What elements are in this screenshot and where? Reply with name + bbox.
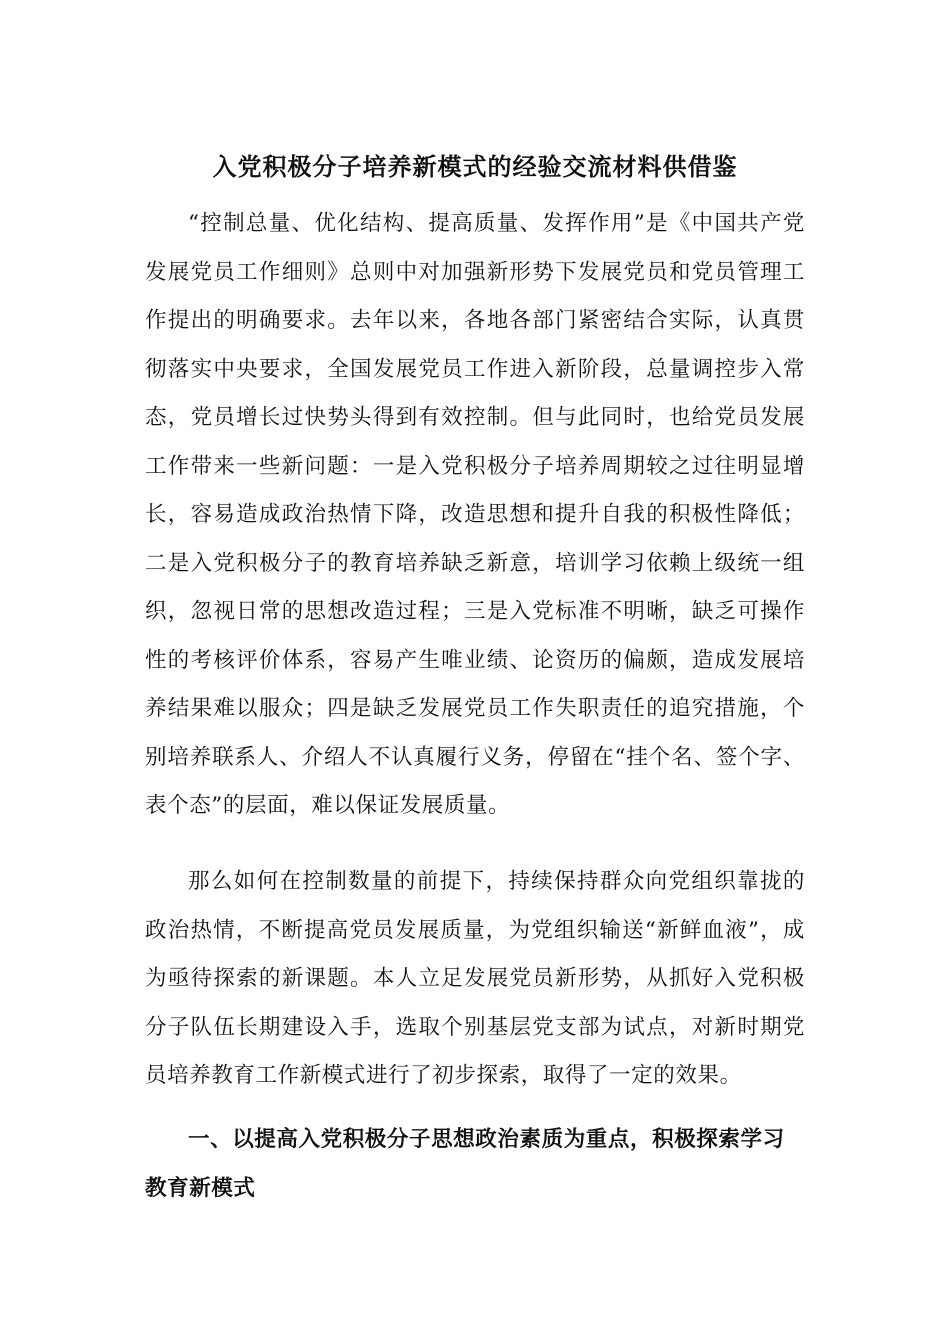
document-title: 入党积极分子培养新模式的经验交流材料供借鉴 [212, 152, 738, 181]
section-heading-1: 一、以提高入党积极分子思想政治素质为重点，积极探索学习教育新模式 [145, 1127, 785, 1201]
body-paragraph-1: “控制总量、优化结构、提高质量、发挥作用”是《中国共产党发展党员工作细则》总则中对加强新形势下发展党员和党员管理工作提出的明确要求。去年以来，各地各部门紧密结合实际，认真贯彻落实中央要求，全国发展党员工作进入新阶段，总量调控步入常态，党员增长过快势头得到有效控制。但与此同时，也给党员发展工作带来一些新问题：一是入党积极分子培养周期较之过往明显增长，容易造成政治热情下降，改造思想和提升自我的积极性降低；二是入党积极分子的教育培养缺乏新意，培训学习依赖上级统一组织，忽视日常的思想改造过程；三是入党标准不明晰，缺乏可操作性的考核评价体系，容易产生唯业绩、论资历的偏颇，造成发展培养结果难以服众；四是缺乏发展党员工作失职责任的追究措施，个别培养联系人、介绍人不认真履行义务，停留在“挂个名、签个字、表个态”的层面，难以保证发展质量。 [145, 211, 805, 818]
body-paragraph-2: 那么如何在控制数量的前提下，持续保持群众向党组织靠拢的政治热情，不断提高党员发展质量，为党组织输送“新鲜血液”，成为亟待探索的新课题。本人立足发展党员新形势，从抓好入党积极分子队伍长期建设入手，选取个别基层党支部为试点，对新时期党员培养教育工作新模式进行了初步探索，取得了一定的效果。 [145, 869, 805, 1088]
